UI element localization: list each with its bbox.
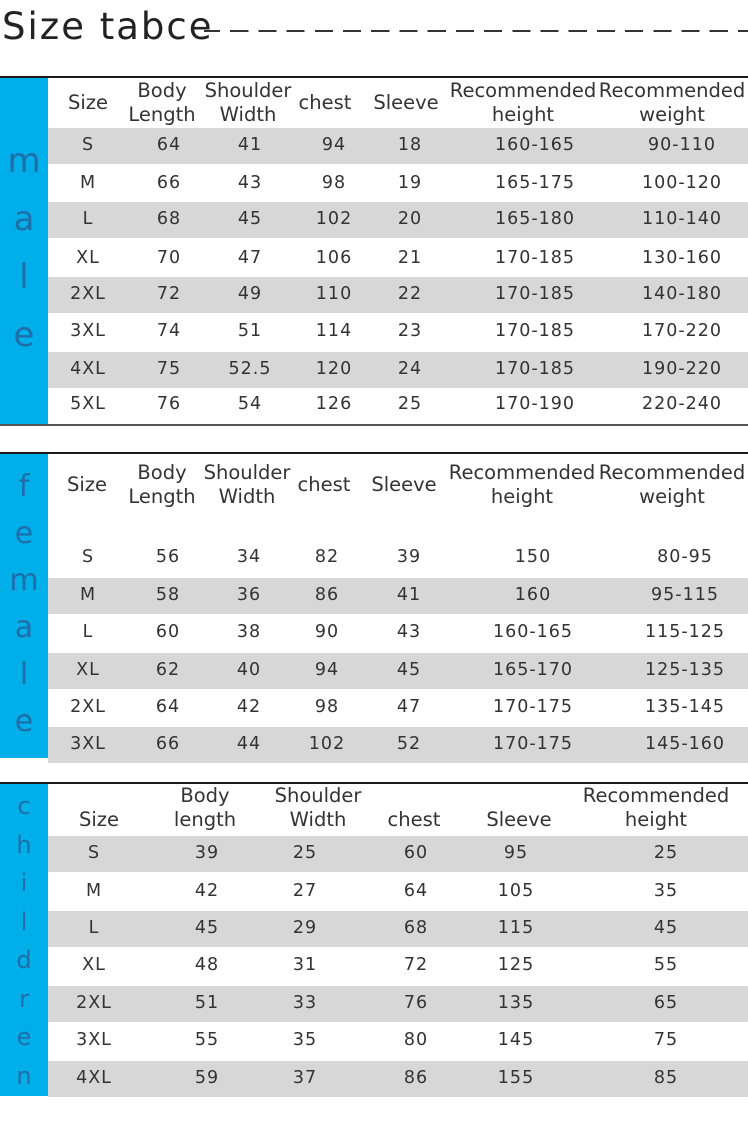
table-row	[48, 314, 748, 350]
column-header: Size	[67, 91, 109, 114]
table-cell: 41	[396, 585, 422, 605]
table-cell: 2XL	[76, 993, 112, 1013]
table-cell: 36	[236, 585, 262, 605]
table-top-border	[0, 452, 748, 454]
table-cell: 145-160	[644, 734, 726, 754]
column-header: Size	[66, 473, 108, 496]
table-row	[48, 1023, 748, 1059]
table-cell: 48	[194, 955, 220, 975]
table-cell: 31	[292, 955, 318, 975]
table-cell: 29	[292, 918, 318, 938]
column-header: Size	[78, 808, 120, 831]
table-cell: 3XL	[70, 734, 106, 754]
table-cell: 94	[314, 660, 340, 680]
column-header: Shoulder Width	[204, 79, 292, 126]
table-cell: 39	[396, 547, 422, 567]
table-cell: 45	[194, 918, 220, 938]
column-header: Sleeve	[486, 808, 552, 831]
table-cell: 66	[156, 173, 182, 193]
column-header: Recommended height	[448, 461, 596, 508]
table-row	[48, 202, 748, 238]
table-cell: 64	[403, 881, 429, 901]
table-cell: 58	[155, 585, 181, 605]
table-cell: 38	[236, 622, 262, 642]
table-cell: 4XL	[76, 1068, 112, 1088]
table-cell: 105	[497, 881, 535, 901]
side-label-letter: h	[16, 830, 32, 859]
table-cell: 95-115	[651, 585, 719, 605]
table-cell: 43	[237, 173, 263, 193]
table-cell: 110	[315, 284, 353, 304]
table-cell: 85	[653, 1068, 679, 1088]
table-cell: 98	[314, 697, 340, 717]
table-cell: 64	[155, 697, 181, 717]
table-cell: 100-120	[641, 173, 723, 193]
table-cell: 70	[156, 248, 182, 268]
table-row	[48, 1061, 748, 1097]
table-cell: 170-175	[492, 734, 574, 754]
table-cell: 102	[308, 734, 346, 754]
table-cell: 165-175	[494, 173, 576, 193]
table-cell: 170-185	[494, 284, 576, 304]
table-cell: 126	[315, 394, 353, 414]
table-cell: 55	[194, 1030, 220, 1050]
table-cell: 80	[403, 1030, 429, 1050]
table-cell: 68	[156, 209, 182, 229]
table-cell: 160-165	[494, 135, 576, 155]
page-title: Size tabce	[2, 5, 214, 48]
table-cell: 220-240	[641, 394, 723, 414]
side-label-letter: i	[20, 869, 28, 897]
side-category-label	[0, 454, 48, 758]
table-cell: 110-140	[641, 209, 723, 229]
table-cell: S	[87, 843, 101, 863]
table-cell: 49	[237, 284, 263, 304]
table-cell: 94	[321, 135, 347, 155]
table-row	[48, 727, 748, 763]
table-cell: 2XL	[70, 697, 106, 717]
side-label-letter: f	[18, 469, 30, 504]
column-header: chest	[387, 808, 441, 831]
children-size-table	[0, 782, 748, 1094]
table-cell: 5XL	[70, 394, 106, 414]
table-cell: 45	[653, 918, 679, 938]
table-cell: XL	[82, 955, 106, 975]
table-cell: 3XL	[70, 321, 106, 341]
column-header: Shoulder Width	[203, 461, 291, 508]
table-cell: 86	[314, 585, 340, 605]
table-cell: 51	[237, 321, 263, 341]
table-cell: 82	[314, 547, 340, 567]
table-row	[48, 911, 748, 947]
table-cell: 42	[194, 881, 220, 901]
table-cell: 115-125	[644, 622, 726, 642]
table-row	[48, 615, 748, 651]
side-label-letter: e	[13, 315, 35, 355]
table-cell: 60	[403, 843, 429, 863]
table-cell: 120	[315, 359, 353, 379]
table-row	[48, 387, 748, 423]
table-row	[48, 690, 748, 726]
table-cell: 19	[397, 173, 423, 193]
table-top-border	[0, 76, 748, 78]
table-cell: 90-110	[648, 135, 716, 155]
side-label-letter: m	[7, 141, 41, 181]
table-cell: S	[81, 547, 95, 567]
table-cell: M	[79, 173, 97, 193]
table-cell: 190-220	[641, 359, 723, 379]
side-label-letter: d	[16, 946, 32, 974]
table-cell: 76	[403, 993, 429, 1013]
table-cell: 150	[514, 547, 552, 567]
table-cell: 18	[397, 135, 423, 155]
table-cell: 22	[397, 284, 423, 304]
table-cell: 165-180	[494, 209, 576, 229]
female-size-table	[0, 452, 748, 758]
table-cell: 160	[514, 585, 552, 605]
table-cell: 40	[236, 660, 262, 680]
table-cell: 56	[155, 547, 181, 567]
table-cell: 98	[321, 173, 347, 193]
table-row	[48, 653, 748, 689]
column-header: Recommended weight	[598, 461, 746, 508]
table-cell: 20	[397, 209, 423, 229]
table-row	[48, 277, 748, 313]
table-cell: XL	[76, 660, 100, 680]
table-cell: 68	[403, 918, 429, 938]
column-header: Recommended height	[449, 79, 597, 126]
table-row	[48, 948, 748, 984]
side-label-letter: n	[16, 1061, 32, 1090]
table-cell: 47	[396, 697, 422, 717]
column-header: Body Length	[128, 461, 196, 508]
table-cell: 145	[497, 1030, 535, 1050]
table-cell: 115	[497, 918, 535, 938]
table-cell: 52	[396, 734, 422, 754]
table-cell: 62	[155, 660, 181, 680]
table-cell: 25	[397, 394, 423, 414]
table-row	[48, 540, 748, 576]
table-cell: 74	[156, 321, 182, 341]
table-cell: 24	[397, 359, 423, 379]
table-cell: 95	[503, 843, 529, 863]
table-cell: 43	[396, 622, 422, 642]
table-cell: 47	[237, 248, 263, 268]
table-cell: 37	[292, 1068, 318, 1088]
table-cell: 35	[653, 881, 679, 901]
table-cell: 35	[292, 1030, 318, 1050]
side-label-letter: e	[14, 704, 34, 739]
column-header: chest	[297, 473, 351, 496]
table-row	[48, 128, 748, 164]
table-cell: M	[85, 881, 103, 901]
table-row	[48, 874, 748, 910]
table-cell: 4XL	[70, 359, 106, 379]
table-cell: 170-185	[494, 248, 576, 268]
table-cell: 25	[653, 843, 679, 863]
column-header: Shoulder Width	[274, 784, 362, 831]
column-header: Body length	[173, 784, 237, 831]
table-cell: 27	[292, 881, 318, 901]
table-cell: 165-170	[492, 660, 574, 680]
table-cell: 39	[194, 843, 220, 863]
table-cell: 170-220	[641, 321, 723, 341]
table-cell: XL	[76, 248, 100, 268]
table-cell: 54	[237, 394, 263, 414]
table-cell: 170-185	[494, 321, 576, 341]
table-cell: 42	[236, 697, 262, 717]
title-dashed-rule	[204, 30, 748, 32]
table-cell: 21	[397, 248, 423, 268]
table-cell: 65	[653, 993, 679, 1013]
side-label-letter: m	[9, 563, 39, 598]
side-label-letter: l	[19, 657, 29, 692]
column-header: Recommended height	[582, 784, 730, 831]
table-cell: 102	[315, 209, 353, 229]
column-header: Sleeve	[373, 91, 439, 114]
table-cell: 80-95	[657, 547, 713, 567]
table-cell: L	[88, 918, 100, 938]
table-cell: 125-135	[644, 660, 726, 680]
table-cell: 130-160	[641, 248, 723, 268]
table-cell: 114	[315, 321, 353, 341]
male-size-table	[0, 76, 748, 426]
table-cell: 44	[236, 734, 262, 754]
table-cell: 155	[497, 1068, 535, 1088]
side-label-letter: a	[14, 610, 34, 645]
side-label-letter: e	[16, 1023, 32, 1051]
side-label-letter: a	[13, 199, 35, 239]
table-cell: 3XL	[76, 1030, 112, 1050]
table-row	[48, 578, 748, 614]
table-cell: L	[82, 622, 94, 642]
table-cell: 23	[397, 321, 423, 341]
table-cell: M	[79, 585, 97, 605]
table-cell: 75	[653, 1030, 679, 1050]
table-row	[48, 352, 748, 388]
column-header: chest	[298, 91, 352, 114]
table-row	[48, 166, 748, 202]
column-header: Body Length	[128, 79, 196, 126]
table-cell: 33	[292, 993, 318, 1013]
column-header: Sleeve	[371, 473, 437, 496]
table-cell: 75	[156, 359, 182, 379]
table-cell: 66	[155, 734, 181, 754]
table-cell: 72	[403, 955, 429, 975]
table-cell: 106	[315, 248, 353, 268]
table-cell: 135	[497, 993, 535, 1013]
table-cell: L	[82, 209, 94, 229]
table-cell: 140-180	[641, 284, 723, 304]
table-cell: 135-145	[644, 697, 726, 717]
table-cell: 55	[653, 955, 679, 975]
table-row	[48, 241, 748, 277]
table-cell: 34	[236, 547, 262, 567]
table-cell: 86	[403, 1068, 429, 1088]
table-cell: 25	[292, 843, 318, 863]
table-bottom-border	[0, 424, 748, 426]
table-cell: 2XL	[70, 284, 106, 304]
table-cell: 72	[156, 284, 182, 304]
column-header: Recommended weight	[598, 79, 746, 126]
table-cell: 52.5	[228, 359, 272, 379]
table-cell: 160-165	[492, 622, 574, 642]
table-cell: 170-175	[492, 697, 574, 717]
table-row	[48, 836, 748, 872]
table-cell: 41	[237, 135, 263, 155]
table-cell: 51	[194, 993, 220, 1013]
side-label-letter: l	[20, 907, 28, 936]
table-cell: 170-190	[494, 394, 576, 414]
table-cell: 45	[396, 660, 422, 680]
side-label-letter: c	[17, 792, 31, 820]
side-category-label	[0, 78, 48, 424]
side-label-letter: r	[19, 984, 29, 1013]
side-label-letter: l	[19, 257, 29, 297]
table-cell: 90	[314, 622, 340, 642]
table-cell: 170-185	[494, 359, 576, 379]
table-cell: 125	[497, 955, 535, 975]
table-row	[48, 986, 748, 1022]
table-cell: 64	[156, 135, 182, 155]
table-cell: 76	[156, 394, 182, 414]
table-cell: 45	[237, 209, 263, 229]
table-cell: 59	[194, 1068, 220, 1088]
table-cell: S	[81, 135, 95, 155]
table-cell: 60	[155, 622, 181, 642]
side-category-label	[0, 784, 48, 1096]
side-label-letter: e	[14, 516, 34, 551]
